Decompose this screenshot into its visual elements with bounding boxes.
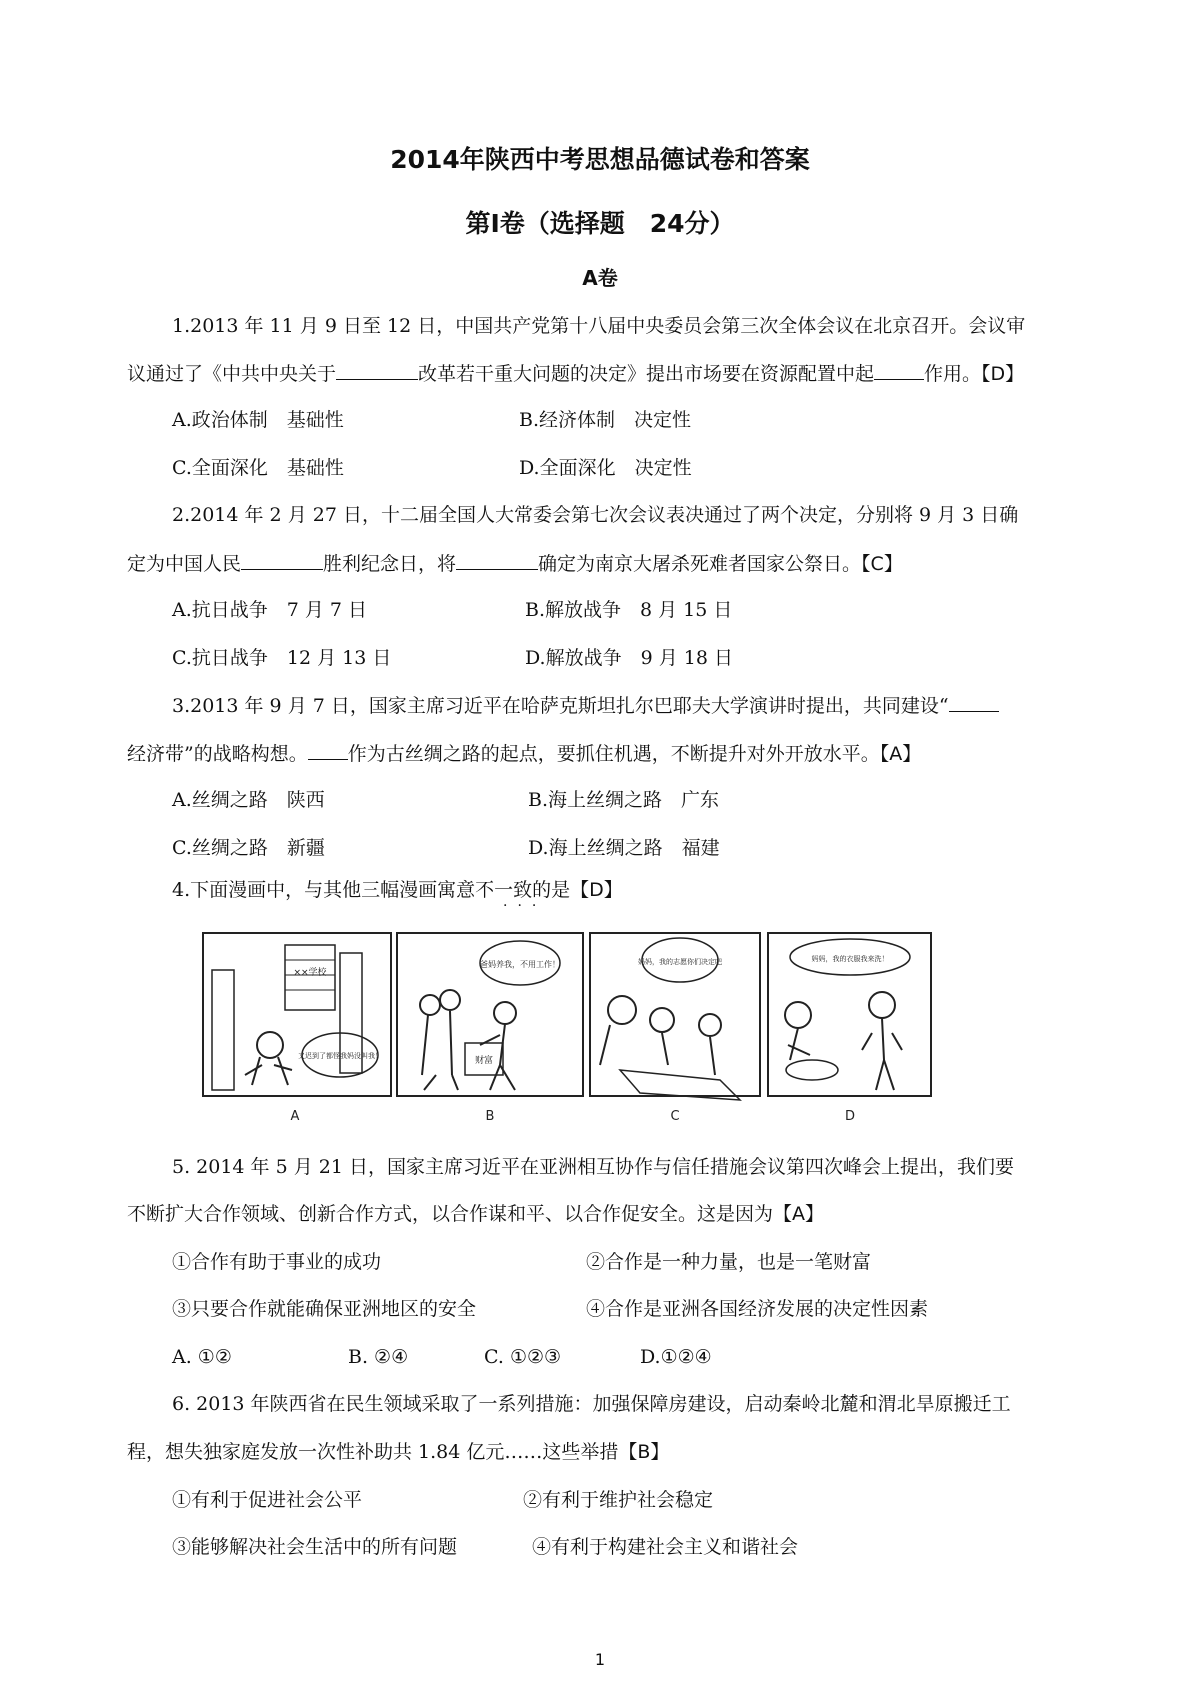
- q6-statement-2: ②有利于维护社会稳定: [523, 1489, 714, 1511]
- comic-b-bubble: 爸妈养我，不用工作！: [480, 960, 560, 969]
- q1-stem-part-b: 改革若干重大问题的决定》提出市场要在资源配置中起: [418, 363, 875, 385]
- q3-stem-part-b: 经济带”的战略构想。: [127, 743, 308, 765]
- document-title: 2014年陕西中考思想品德试卷和答案: [390, 145, 810, 174]
- section-title: 第Ⅰ卷（选择题 24分）: [465, 209, 735, 238]
- q2-option-d: D.解放战争 9 月 18 日: [525, 647, 733, 669]
- q3-blank-1: [949, 693, 999, 712]
- q3-stem-line2: [127, 741, 921, 766]
- q6-statement-4: ④有利于构建社会主义和谐社会: [532, 1536, 799, 1558]
- q4-comic-strip: [200, 925, 1005, 1130]
- q2-blank-1: [241, 551, 323, 570]
- comic-a-bubble: 又迟到了都怪我妈没叫我！: [298, 1052, 382, 1060]
- q2-blank-2: [456, 551, 538, 570]
- comic-label-d: D: [844, 1109, 856, 1124]
- q3-option-b: B.海上丝绸之路 广东: [528, 789, 720, 811]
- q1-option-b: B.经济体制 决定性: [519, 409, 692, 431]
- q2-answer: 【C】: [861, 553, 903, 575]
- q2-stem-line2: [127, 551, 903, 576]
- q5-option-b: B. ②④: [348, 1346, 409, 1368]
- q3-option-a: A.丝绸之路 陕西: [172, 789, 325, 811]
- q5-stem-line2: [127, 1202, 824, 1226]
- q2-stem-part-a: 定为中国人民: [127, 553, 242, 575]
- q2-option-b: B.解放战争 8 月 15 日: [525, 599, 733, 621]
- comic-a-sign: ××学校: [293, 968, 327, 978]
- comic-d-bubble: 妈妈，我的衣服我来洗！: [811, 955, 889, 963]
- q5-statement-1: ①合作有助于事业的成功: [172, 1251, 382, 1273]
- q3-option-d: D.海上丝绸之路 福建: [528, 837, 720, 859]
- q2-stem-part-b: 胜利纪念日，将: [323, 553, 457, 575]
- q3-stem-line1: [172, 693, 999, 718]
- q1-blank-2: [874, 361, 924, 380]
- q1-option-c: C.全面深化 基础性: [172, 457, 344, 479]
- q5-stem-text: 不断扩大合作领域、创新合作方式，以合作谋和平、以合作促安全。这是因为: [127, 1203, 774, 1225]
- comic-panel-b: [397, 933, 583, 1096]
- comic-panel-a: [203, 933, 391, 1096]
- q6-statement-1: ①有利于促进社会公平: [172, 1489, 363, 1511]
- q5-stem-line1: 5. 2014 年 5 月 21 日，国家主席习近平在亚洲相互协作与信任措施会议第四次峰会上提出，我们要: [172, 1156, 1014, 1178]
- q1-blank-1: [336, 361, 418, 380]
- q6-stem-text: 程，想失独家庭发放一次性补助共 1.84 亿元……这些举措: [127, 1441, 619, 1463]
- q1-option-a: A.政治体制 基础性: [172, 409, 344, 431]
- comic-label-c: C: [670, 1109, 680, 1124]
- q3-stem-part-c: 作为古丝绸之路的起点，要抓住机遇，不断提升对外开放水平。: [347, 743, 880, 765]
- q3-stem-part-a: 3.2013 年 9 月 7 日，国家主席习近平在哈萨克斯坦扎尔巴耶夫大学演讲时提出，共同建设“: [172, 695, 949, 717]
- q5-answer: 【A】: [773, 1203, 825, 1225]
- q4-stem: [172, 878, 623, 902]
- q5-option-a: A. ①②: [172, 1346, 232, 1368]
- q1-stem-part-c: 作用。: [924, 363, 982, 385]
- q2-stem-line1: 2.2014 年 2 月 27 日，十二届全国人大常委会第七次会议表决通过了两个决定，分别将 9 月 3 日确: [172, 504, 1019, 526]
- q3-blank-2: [308, 741, 348, 760]
- q1-stem-line2: [127, 361, 1024, 386]
- q3-answer: 【A】: [879, 743, 922, 765]
- comic-c-bubble: 妈妈，我的志愿你们决定吧: [638, 958, 722, 966]
- q5-statement-3: ③只要合作就能确保亚洲地区的安全: [172, 1298, 477, 1320]
- part-title: A卷: [582, 266, 618, 290]
- q6-answer: 【B】: [618, 1441, 670, 1463]
- q5-option-c: C. ①②③: [484, 1346, 562, 1368]
- q5-option-d: D.①②④: [640, 1346, 712, 1368]
- q1-stem-part-a: 议通过了《中共中央关于: [127, 363, 337, 385]
- q6-statement-3: ③能够解决社会生活中的所有问题: [172, 1536, 458, 1558]
- q1-stem-line1: 1.2013 年 11 月 9 日至 12 日，中国共产党第十八届中央委员会第三次全体会议在北京召开。会议审: [172, 315, 1026, 337]
- q4-answer: 【D】: [570, 879, 623, 901]
- comic-b-bag: 财富: [474, 1056, 494, 1066]
- q3-option-c: C.丝绸之路 新疆: [172, 837, 325, 859]
- q2-option-a: A.抗日战争 7 月 7 日: [172, 599, 368, 621]
- comic-label-b: B: [485, 1109, 495, 1124]
- q2-stem-part-c: 确定为南京大屠杀死难者国家公祭日。: [538, 553, 862, 575]
- q1-answer: 【D】: [981, 363, 1025, 385]
- q5-statement-4: ④合作是亚洲各国经济发展的决定性因素: [586, 1298, 929, 1320]
- q2-option-c: C.抗日战争 12 月 13 日: [172, 647, 392, 669]
- q5-statement-2: ②合作是一种力量，也是一笔财富: [586, 1251, 872, 1273]
- q6-stem-line2: [127, 1440, 669, 1464]
- q4-stem-text: 4.下面漫画中，与其他三幅漫画寓意不一致的是: [172, 879, 571, 901]
- comic-label-a: A: [290, 1109, 300, 1124]
- page-number: 1: [594, 1650, 606, 1669]
- q4-emphasis-dots: ···: [503, 898, 547, 914]
- q1-option-d: D.全面深化 决定性: [519, 457, 692, 479]
- q6-stem-line1: 6. 2013 年陕西省在民生领域采取了一系列措施：加强保障房建设，启动秦岭北麓和渭北旱原搬迁工: [172, 1393, 1011, 1415]
